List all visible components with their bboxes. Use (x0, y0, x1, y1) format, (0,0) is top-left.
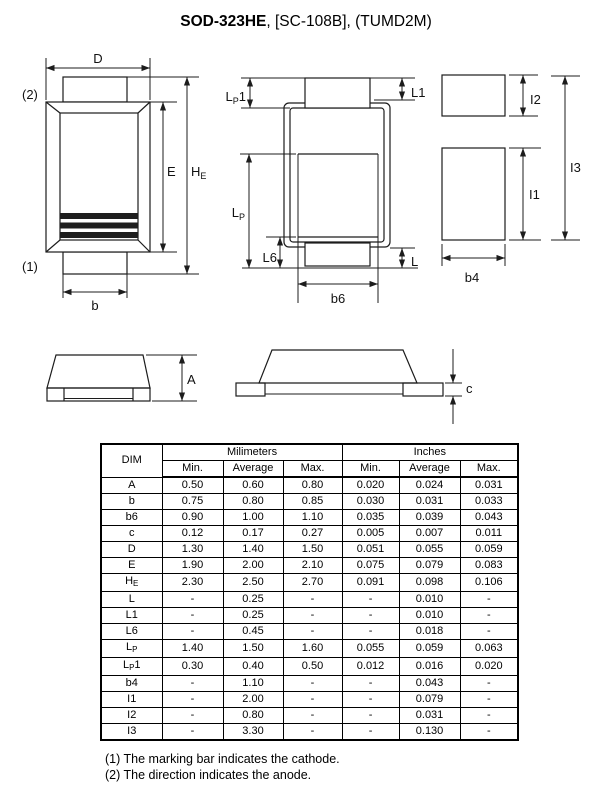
dim-value: - (283, 624, 342, 640)
dim-value: 0.12 (162, 526, 223, 542)
dim-label-HE: $H_E$ (191, 164, 207, 181)
dim-value: - (342, 724, 399, 741)
dim-value: - (283, 708, 342, 724)
dim-value: 1.50 (283, 542, 342, 558)
dim-value: - (460, 592, 518, 608)
table-row (101, 676, 518, 692)
dim-symbol: I1 (101, 692, 162, 708)
dim-value: 0.012 (342, 658, 399, 676)
dim-value: 1.40 (162, 640, 223, 658)
dim-value: - (460, 624, 518, 640)
dim-symbol: A (101, 477, 162, 494)
dim-value: 0.40 (223, 658, 283, 676)
dim-value: - (283, 676, 342, 692)
dim-value: - (460, 708, 518, 724)
dim-value: 1.10 (283, 510, 342, 526)
dim-value: 0.25 (223, 608, 283, 624)
dim-value: - (342, 676, 399, 692)
dim-value: 1.60 (283, 640, 342, 658)
anode-note-marker: (2) (22, 87, 38, 102)
table-row (101, 692, 518, 708)
col-header-mm-min: Min. (162, 461, 223, 478)
dim-value: 0.27 (283, 526, 342, 542)
package-aliases: , [SC-108B], (TUMD2M) (266, 13, 432, 30)
table-row (101, 624, 518, 640)
dim-symbol: I2 (101, 708, 162, 724)
dim-value: 0.030 (342, 494, 399, 510)
dim-table-body (101, 477, 518, 740)
dim-value: 1.10 (223, 676, 283, 692)
dim-value: - (162, 624, 223, 640)
dim-value: 0.033 (460, 494, 518, 510)
dim-label-A: A (187, 372, 196, 387)
dim-value: 2.30 (162, 574, 223, 592)
dim-value: - (460, 676, 518, 692)
dim-value: 0.50 (162, 477, 223, 494)
dim-value: - (162, 724, 223, 741)
table-row (101, 558, 518, 574)
dim-label-b: b (91, 298, 99, 313)
dim-value: - (460, 724, 518, 741)
col-header-mm-average: Average (223, 461, 283, 478)
group-header-inches: Inches (342, 444, 518, 461)
table-row (101, 708, 518, 724)
dim-value: 0.031 (460, 477, 518, 494)
dim-symbol: LP1 (101, 658, 162, 676)
dim-value: 0.035 (342, 510, 399, 526)
dim-value: 0.091 (342, 574, 399, 592)
dim-value: 2.10 (283, 558, 342, 574)
dim-value: - (342, 592, 399, 608)
dim-value: - (460, 692, 518, 708)
dim-value: 0.30 (162, 658, 223, 676)
dim-value: 0.043 (460, 510, 518, 526)
dim-value: 0.079 (399, 558, 460, 574)
dim-value: - (162, 592, 223, 608)
cathode-marking-bars (60, 213, 138, 238)
dim-value: 0.039 (399, 510, 460, 526)
dim-symbol: HE (101, 574, 162, 592)
side-view-a (47, 355, 197, 401)
dim-value: 0.020 (460, 658, 518, 676)
dim-label-L6: L6 (262, 250, 277, 265)
dim-value: - (342, 608, 399, 624)
dim-symbol: L6 (101, 624, 162, 640)
dim-value: 0.90 (162, 510, 223, 526)
table-row (101, 608, 518, 624)
dim-value: 2.00 (223, 558, 283, 574)
dim-value: 0.011 (460, 526, 518, 542)
dim-label-LP: $L_P$ (231, 205, 245, 222)
table-row (101, 724, 518, 741)
dim-label-c: c (466, 381, 473, 396)
dim-symbol: I3 (101, 724, 162, 741)
group-header-millimeters: Milimeters (162, 444, 342, 461)
col-header-mm-max: Max. (283, 461, 342, 478)
cathode-note-marker: (1) (22, 259, 38, 274)
dim-value: 0.059 (460, 542, 518, 558)
front-view (22, 51, 206, 313)
bottom-view (226, 78, 426, 306)
dim-value: 1.00 (223, 510, 283, 526)
dim-value: 0.75 (162, 494, 223, 510)
dim-symbol: c (101, 526, 162, 542)
dim-value: 0.031 (399, 708, 460, 724)
dim-value: 1.50 (223, 640, 283, 658)
dim-value: - (283, 724, 342, 741)
dim-value: 1.40 (223, 542, 283, 558)
package-name: SOD-323HE (180, 13, 267, 30)
dim-value: 0.055 (399, 542, 460, 558)
dim-value: 0.005 (342, 526, 399, 542)
dimensions-table (100, 443, 519, 741)
dim-value: - (283, 692, 342, 708)
dim-label-I1: I1 (529, 187, 540, 202)
table-row (101, 574, 518, 592)
dim-label-b6: b6 (330, 291, 346, 306)
dim-value: 0.018 (399, 624, 460, 640)
land-pattern-view (442, 75, 581, 285)
table-row (101, 640, 518, 658)
table-row (101, 592, 518, 608)
dim-value: 0.079 (399, 692, 460, 708)
dim-value: 1.90 (162, 558, 223, 574)
dim-value: 0.024 (399, 477, 460, 494)
dim-value: - (460, 608, 518, 624)
dim-label-b4: b4 (464, 270, 480, 285)
table-row (101, 510, 518, 526)
footnote-anode: (2) The direction indicates the anode. (105, 767, 312, 782)
side-view-c (236, 349, 473, 424)
dim-symbol: b4 (101, 676, 162, 692)
dim-value: 0.60 (223, 477, 283, 494)
dim-value: 0.25 (223, 592, 283, 608)
dim-value: 0.010 (399, 592, 460, 608)
dim-label-L: L (411, 254, 419, 269)
dim-value: 1.30 (162, 542, 223, 558)
dim-value: - (283, 592, 342, 608)
dim-value: 0.106 (460, 574, 518, 592)
dim-value: 0.083 (460, 558, 518, 574)
dim-value: 0.055 (342, 640, 399, 658)
dim-value: - (283, 608, 342, 624)
dim-value: - (342, 624, 399, 640)
dim-value: 0.17 (223, 526, 283, 542)
dim-value: 0.016 (399, 658, 460, 676)
dim-value: 0.80 (283, 477, 342, 494)
dim-symbol: D (101, 542, 162, 558)
dim-label-I3: I3 (570, 160, 581, 175)
table-row (101, 494, 518, 510)
dim-value: - (162, 676, 223, 692)
dim-value: 0.075 (342, 558, 399, 574)
dim-value: 0.051 (342, 542, 399, 558)
dim-label-L1: L1 (411, 85, 426, 100)
col-header-in-average: Average (399, 461, 460, 478)
dim-value: - (162, 608, 223, 624)
dim-symbol: LP (101, 640, 162, 658)
dim-value: 2.70 (283, 574, 342, 592)
dim-value: - (342, 708, 399, 724)
dim-value: 0.010 (399, 608, 460, 624)
dim-value: 0.031 (399, 494, 460, 510)
dim-symbol: L1 (101, 608, 162, 624)
dim-value: 0.80 (223, 708, 283, 724)
dim-value: 0.80 (223, 494, 283, 510)
dim-value: - (162, 692, 223, 708)
dim-value: 0.130 (399, 724, 460, 741)
col-header-in-max: Max. (460, 461, 518, 478)
dim-value: 0.059 (399, 640, 460, 658)
dim-value: 0.020 (342, 477, 399, 494)
dim-value: 0.007 (399, 526, 460, 542)
dim-value: 2.50 (223, 574, 283, 592)
dim-value: 0.45 (223, 624, 283, 640)
table-row (101, 658, 518, 676)
footnote-cathode: (1) The marking bar indicates the cathode. (105, 752, 340, 766)
dim-value: 0.098 (399, 574, 460, 592)
table-row (101, 542, 518, 558)
table-row (101, 526, 518, 542)
dim-value: 0.85 (283, 494, 342, 510)
dim-symbol: b (101, 494, 162, 510)
dim-value: 3.30 (223, 724, 283, 741)
dim-label-D: D (93, 51, 103, 66)
dim-label-LP1: $L_P1$ (225, 89, 246, 106)
footnotes (105, 752, 340, 783)
dim-symbol: L (101, 592, 162, 608)
dim-label-E: E (167, 164, 176, 179)
dim-symbol: E (101, 558, 162, 574)
dim-value: 0.063 (460, 640, 518, 658)
dim-value: 0.50 (283, 658, 342, 676)
dim-value: 2.00 (223, 692, 283, 708)
col-header-in-min: Min. (342, 461, 399, 478)
table-row (101, 477, 518, 494)
dim-value: - (342, 692, 399, 708)
col-header-dim: DIM (101, 444, 162, 477)
dim-value: 0.043 (399, 676, 460, 692)
dim-label-I2: I2 (530, 92, 541, 107)
dim-symbol: b6 (101, 510, 162, 526)
dim-value: - (162, 708, 223, 724)
